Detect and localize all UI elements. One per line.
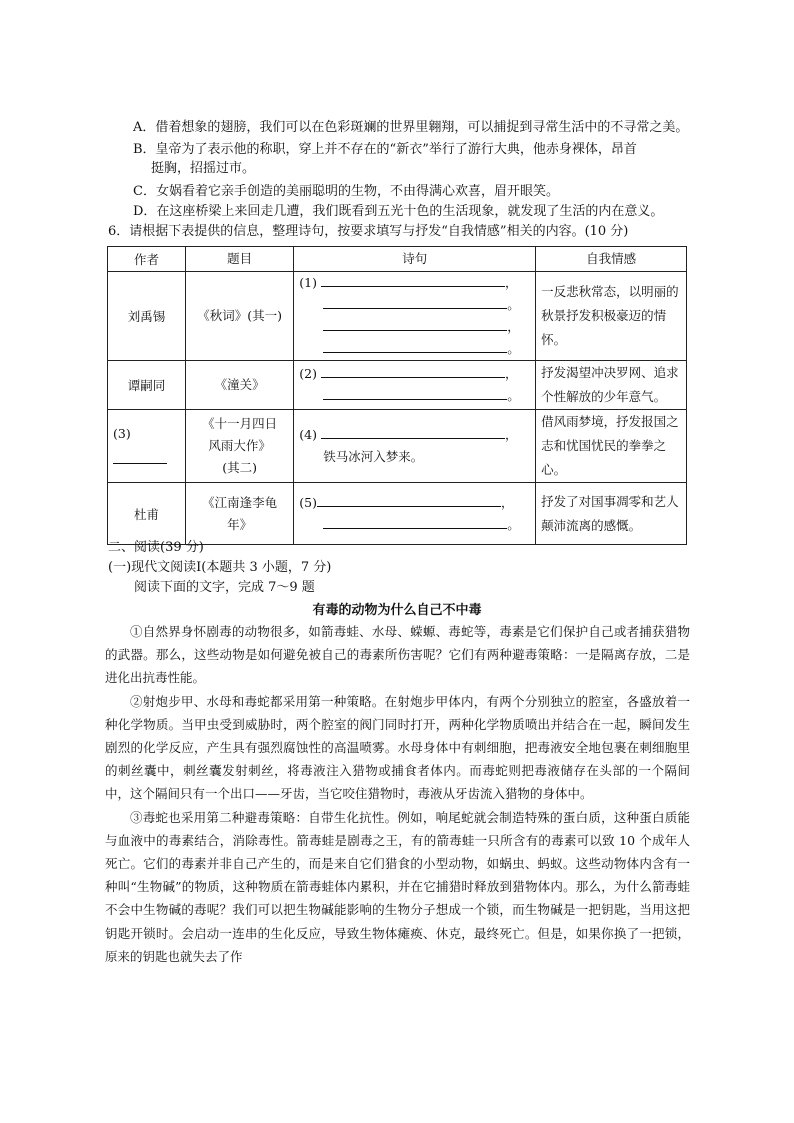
punct: 。 (507, 341, 520, 356)
item-number: (1) (299, 275, 317, 290)
punct: 。 (507, 388, 520, 403)
author-cell: 刘禹锡 (108, 272, 186, 361)
item-number: (4) (299, 427, 317, 442)
article-paragraph: ①自然界身怀剧毒的动物很多，如箭毒蛙、水母、蝾螈、毒蛇等，毒素是它们保护自己或者捕获猎物的武器。那么，这些动物是如何避免被自己的毒素所伤害呢？它们有两种避毒策略：一是隔离存放，二是进化出抗毒性能。 (105, 624, 690, 686)
reading-instruction: 阅读下面的文字，完成 7～9 题 (134, 580, 315, 595)
item-number: (3) (113, 425, 131, 441)
punct: 。 (507, 297, 520, 312)
punct: ， (504, 275, 518, 290)
poem-cell (294, 410, 536, 483)
poem-cell (294, 361, 536, 410)
poem-cell (294, 483, 536, 545)
title-line: (其二) (222, 460, 257, 475)
subsection-heading: (一)现代文阅读Ⅰ(本题共 3 小题，7 分) (108, 560, 332, 575)
section-heading: 二、阅读(39 分) (108, 540, 204, 555)
emotion-cell: 抒发了对国事凋零和艺人颠沛流离的感慨。 (536, 483, 687, 545)
answer-blank[interactable] (323, 339, 507, 353)
article-paragraph: ③毒蛇也采用第二种避毒策略：自带生化抗性。例如，响尾蛇就会制造特殊的蛋白质，这种蛋白质能与血液中的毒素结合，消除毒性。箭毒蛙是剧毒之王，有的箭毒蛙一只所含有的毒素可以致 10 个成年人死亡。它们的毒素并非自己产生的，而是来自它们猎食的小型动物，如蜗虫、蚂蚁。这些动物体内含有一种叫“生物碱”的物质，这种物质在箭毒蛙体内累积，并在它捕猎时释放到猎物体内。那么，为什么箭毒蛙不会中生物碱的毒呢？我们可以把生物碱能影响的生物分子想成一个锁，而生物碱是一把钥匙，当用这把钥匙开锁时。会启动一连串的生化反应，导致生物体瘫痪、休克，最终死亡。但是，如果你换了一把锁，原来的钥匙也就失去了作 (105, 809, 690, 964)
answer-blank[interactable] (323, 317, 507, 331)
answer-blank[interactable] (323, 515, 507, 529)
title-cell: 《潼关》 (185, 361, 293, 410)
option-a: A．借着想象的翅膀，我们可以在色彩斑斓的世界里翱翔，可以捕捉到寻常生活中的不寻常之美。 (133, 120, 689, 135)
item-number: (5) (299, 494, 317, 510)
header-emotion: 自我情感 (536, 247, 687, 272)
title-cell (185, 483, 293, 545)
author-cell: 杜甫 (108, 483, 186, 545)
punct: ， (507, 319, 520, 334)
punct: 。 (507, 516, 520, 532)
punct: ， (504, 427, 518, 442)
answer-blank[interactable] (321, 425, 505, 439)
header-poem: 诗句 (294, 247, 536, 272)
title-line: 《江南逢李龟 (202, 494, 278, 510)
table-row (108, 272, 687, 361)
item-number: (2) (299, 366, 317, 381)
punct: ， (500, 494, 514, 510)
table-header-row (108, 247, 687, 272)
emotion-cell: 一反悲秋常态，以明丽的秋景抒发积极豪迈的情怀。 (536, 272, 687, 361)
option-b-line1: B．皇帝为了表示他的称职，穿上并不存在的“新衣”举行了游行大典，他赤身裸体，昂首 (133, 142, 637, 157)
author-cell (108, 410, 186, 483)
title-cell: 《秋词》(其一) (185, 272, 293, 361)
question-6-prompt: 6．请根据下表提供的信息，整理诗句，按要求填写与抒发“自我情感”相关的内容。(10 分) (108, 224, 629, 239)
answer-blank[interactable] (323, 386, 507, 400)
given-line: 铁马冰河入梦来。 (323, 449, 424, 464)
table-row (108, 410, 687, 483)
author-cell: 谭嗣同 (108, 361, 186, 410)
title-line: 年》 (227, 516, 253, 532)
title-line: 风雨大作》 (208, 438, 271, 453)
article-body (105, 620, 690, 968)
emotion-cell: 抒发渴望冲决罗网、追求个性解放的少年意气。 (536, 361, 687, 410)
answer-blank[interactable] (317, 493, 501, 507)
option-c: C．女娲看着它亲手创造的美丽聪明的生物，不由得满心欢喜，眉开眼笑。 (133, 184, 559, 199)
title-cell (185, 410, 293, 483)
emotion-cell: 借风雨梦境，抒发报国之志和忧国忧民的拳拳之心。 (536, 410, 687, 483)
title-line: 《十一月四日 (202, 416, 278, 431)
answer-blank[interactable] (321, 273, 505, 287)
option-d: D．在这座桥梁上来回走几遭，我们既看到五光十色的生活现象，就发现了生活的内在意义。 (133, 204, 664, 219)
header-author: 作者 (108, 247, 186, 272)
author-answer-blank[interactable] (113, 449, 167, 464)
poem-table (107, 246, 687, 545)
punct: ， (504, 366, 518, 381)
poem-cell (294, 272, 536, 361)
answer-blank[interactable] (321, 364, 505, 378)
header-title: 题目 (185, 247, 293, 272)
option-b-line2: 挺胸，招摇过市。 (151, 161, 256, 176)
table-row (108, 483, 687, 545)
table-row (108, 361, 687, 410)
answer-blank[interactable] (323, 295, 507, 309)
article-paragraph: ②射炮步甲、水母和毒蛇都采用第一种策略。在射炮步甲体内，有两个分别独立的腔室，各盛放着一种化学物质。当甲虫受到威胁时，两个腔室的阀门同时打开，两种化学物质喷出并结合在一起，瞬间发生剧烈的化学反应，产生具有强烈腐蚀性的高温喷雾。水母身体中有刺细胞，把毒液安全地包裹在刺细胞里的刺丝囊中，刺丝囊发射刺丝，将毒液注入猎物或捕食者体内。而毒蛇则把毒液储存在头部的一个隔间中，这个隔间只有一个出口——牙齿，当它咬住猎物时，毒液从牙齿流入猎物的身体中。 (105, 693, 690, 802)
article-title: 有毒的动物为什么自己不中毒 (312, 603, 482, 618)
